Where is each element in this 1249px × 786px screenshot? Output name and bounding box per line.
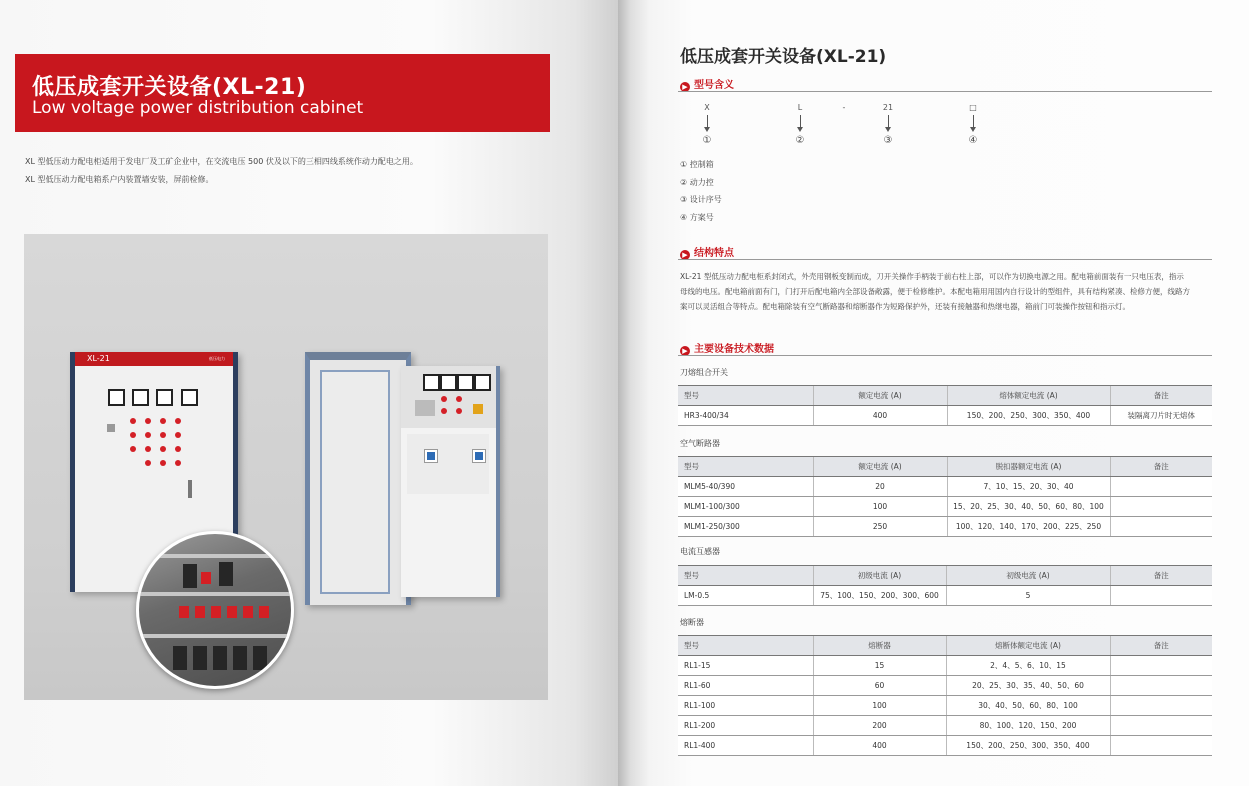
down-arrow-icon xyxy=(707,115,708,129)
meter-icon xyxy=(156,389,173,406)
table-row xyxy=(678,716,1212,736)
table-cell: RL1-15 xyxy=(678,656,813,676)
fuse-table xyxy=(678,635,1212,756)
section-rule xyxy=(678,355,1212,356)
section-rule xyxy=(678,91,1212,92)
table-cell: HR3-400/34 xyxy=(678,406,813,426)
meter-icon xyxy=(181,389,198,406)
table-cell: 20 xyxy=(813,477,947,497)
table-cell: 15 xyxy=(813,656,946,676)
page-title: 低压成套开关设备(XL-21) xyxy=(680,47,887,67)
table-cell: 30、40、50、60、80、100 xyxy=(946,696,1110,716)
arrow-bullet-icon: ▶ xyxy=(680,250,690,260)
table-cell: 200 xyxy=(813,716,946,736)
table-cell: 80、100、120、150、200 xyxy=(946,716,1110,736)
table-cell: RL1-200 xyxy=(678,716,813,736)
paragraph-line: 案可以灵活组合等特点。配电箱除装有空气断路器和熔断器作为短路保护外，还装有接触器和热继电器，箱前门可装操作按钮和指示灯。 xyxy=(680,302,1130,311)
table-row xyxy=(678,736,1212,756)
model-num: ④ xyxy=(968,135,978,146)
table-cell: 7、10、15、20、30、40 xyxy=(947,477,1110,497)
table-header-row xyxy=(678,566,1212,586)
col-header: 初级电流 (A) xyxy=(813,566,946,586)
col-header: 脱扣器额定电流 (A) xyxy=(947,457,1110,477)
table-cell: MLM1-250/300 xyxy=(678,517,813,537)
intro-line: XL 型低压动力配电箱系户内装置墙安装，屏前检修。 xyxy=(25,175,214,184)
arrow-bullet-icon: ▶ xyxy=(680,346,690,356)
table-caption: 熔断器 xyxy=(680,618,704,627)
banner-title-en: Low voltage power distribution cabinet xyxy=(32,98,364,118)
col-header: 初级电流 (A) xyxy=(946,566,1110,586)
model-code: 21 xyxy=(882,103,894,112)
table-cell: RL1-400 xyxy=(678,736,813,756)
model-legend-item: ③ 设计序号 xyxy=(680,195,722,204)
left-page xyxy=(0,0,618,786)
table-cell: MLM1-100/300 xyxy=(678,497,813,517)
col-header: 额定电流 (A) xyxy=(813,457,947,477)
cabinet-tag: XL-21 xyxy=(87,354,110,363)
model-legend-item: ④ 方案号 xyxy=(680,213,714,222)
down-arrow-icon xyxy=(800,115,801,129)
cabinet-tag-2: 低压电力 xyxy=(209,356,225,361)
table-cell: 100 xyxy=(813,497,947,517)
model-num: ② xyxy=(795,135,805,146)
section-rule xyxy=(678,259,1212,260)
paragraph-line: XL-21 型低压动力配电柜系封闭式，外壳用钢板变制而成，刀开关操作手柄装于前右柱上部，可以作为切换电源之用。配电箱前面装有一只电压表，指示 xyxy=(680,272,1184,281)
table-cell: RL1-100 xyxy=(678,696,813,716)
table-header-row xyxy=(678,386,1212,406)
structure-paragraph xyxy=(680,269,1213,314)
paragraph-line: 母线的电压。配电箱前面有门，门打开后配电箱内全部设备敞露，便于检修维护。本配电箱用用国内自行设计的型组件，具有结构紧凑、检修方便，线路方 xyxy=(680,287,1190,296)
col-header: 熔断体额定电流 (A) xyxy=(946,636,1110,656)
model-legend-item: ① 控制箱 xyxy=(680,160,714,169)
table-row xyxy=(678,517,1212,537)
down-arrow-icon xyxy=(888,115,889,129)
table-cell: 250 xyxy=(813,517,947,537)
table-cell xyxy=(1110,477,1212,497)
col-header: 备注 xyxy=(1110,386,1212,406)
table-cell: 15、20、25、30、40、50、60、80、100 xyxy=(947,497,1110,517)
table-cell: 75、100、150、200、300、600 xyxy=(813,586,946,606)
model-num: ③ xyxy=(883,135,893,146)
table-cell: 2、4、5、6、10、15 xyxy=(946,656,1110,676)
table-cell: 20、25、30、35、40、50、60 xyxy=(946,676,1110,696)
col-header: 备注 xyxy=(1110,566,1212,586)
cabinet-side xyxy=(305,352,411,605)
table-cell: 100、120、140、170、200、225、250 xyxy=(947,517,1110,537)
table-cell: 装隔离刀片时无熔体 xyxy=(1110,406,1212,426)
down-arrow-icon xyxy=(973,115,974,129)
interior-detail-inset xyxy=(136,531,294,689)
col-header: 熔断器 xyxy=(813,636,946,656)
section-heading-tech: ▶ 主要设备技术数据 xyxy=(680,340,774,356)
table-row xyxy=(678,586,1212,606)
col-header: 型号 xyxy=(678,566,813,586)
table-header-row xyxy=(678,636,1212,656)
arrow-bullet-icon: ▶ xyxy=(680,82,690,92)
current-transformer-table xyxy=(678,565,1212,606)
product-photo xyxy=(24,234,548,700)
section-heading-model: ▶ 型号含义 xyxy=(680,76,734,92)
table-cell: MLM5-40/390 xyxy=(678,477,813,497)
table-header-row xyxy=(678,457,1212,477)
table-cell: 60 xyxy=(813,676,946,696)
table-caption: 电流互感器 xyxy=(680,547,720,556)
col-header: 型号 xyxy=(678,636,813,656)
intro-text xyxy=(25,153,418,189)
table-row xyxy=(678,497,1212,517)
banner-title-cn: 低压成套开关设备(XL-21) xyxy=(32,75,307,100)
model-legend-item: ② 动力控 xyxy=(680,178,714,187)
col-header: 熔体额定电流 (A) xyxy=(947,386,1110,406)
table-cell: 150、200、250、300、350、400 xyxy=(946,736,1110,756)
section-heading-structure: ▶ 结构特点 xyxy=(680,244,734,260)
table-cell: 100 xyxy=(813,696,946,716)
table-cell: 400 xyxy=(813,736,946,756)
table-cell xyxy=(1110,696,1212,716)
model-code: - xyxy=(842,103,846,112)
model-code: L xyxy=(797,103,803,112)
col-header: 备注 xyxy=(1110,636,1212,656)
intro-line: XL 型低压动力配电柜适用于发电厂及工矿企业中，在交流电压 500 伏及以下的三相四线系统作动力配电之用。 xyxy=(25,157,418,166)
table-cell: 5 xyxy=(946,586,1110,606)
col-header: 额定电流 (A) xyxy=(813,386,947,406)
col-header: 型号 xyxy=(678,386,813,406)
table-cell: RL1-60 xyxy=(678,676,813,696)
table-row xyxy=(678,477,1212,497)
air-breaker-table xyxy=(678,456,1212,537)
table-cell xyxy=(1110,497,1212,517)
knife-fuse-switch-table xyxy=(678,385,1212,426)
table-cell xyxy=(1110,656,1212,676)
model-code: □ xyxy=(969,103,977,112)
table-cell: 150、200、250、300、350、400 xyxy=(947,406,1110,426)
table-cell: 400 xyxy=(813,406,947,426)
table-row xyxy=(678,676,1212,696)
table-cell xyxy=(1110,716,1212,736)
table-cell xyxy=(1110,736,1212,756)
table-row xyxy=(678,406,1212,426)
table-row xyxy=(678,656,1212,676)
table-cell: LM-0.5 xyxy=(678,586,813,606)
table-row xyxy=(678,696,1212,716)
model-code: X xyxy=(704,103,710,112)
table-cell xyxy=(1110,586,1212,606)
col-header: 型号 xyxy=(678,457,813,477)
table-caption: 刀熔组合开关 xyxy=(680,368,728,377)
table-cell xyxy=(1110,676,1212,696)
title-banner xyxy=(15,54,550,132)
table-cell xyxy=(1110,517,1212,537)
model-num: ① xyxy=(702,135,712,146)
table-caption: 空气断路器 xyxy=(680,439,720,448)
meter-icon xyxy=(132,389,149,406)
cabinet-right xyxy=(401,366,500,597)
col-header: 备注 xyxy=(1110,457,1212,477)
meter-icon xyxy=(108,389,125,406)
